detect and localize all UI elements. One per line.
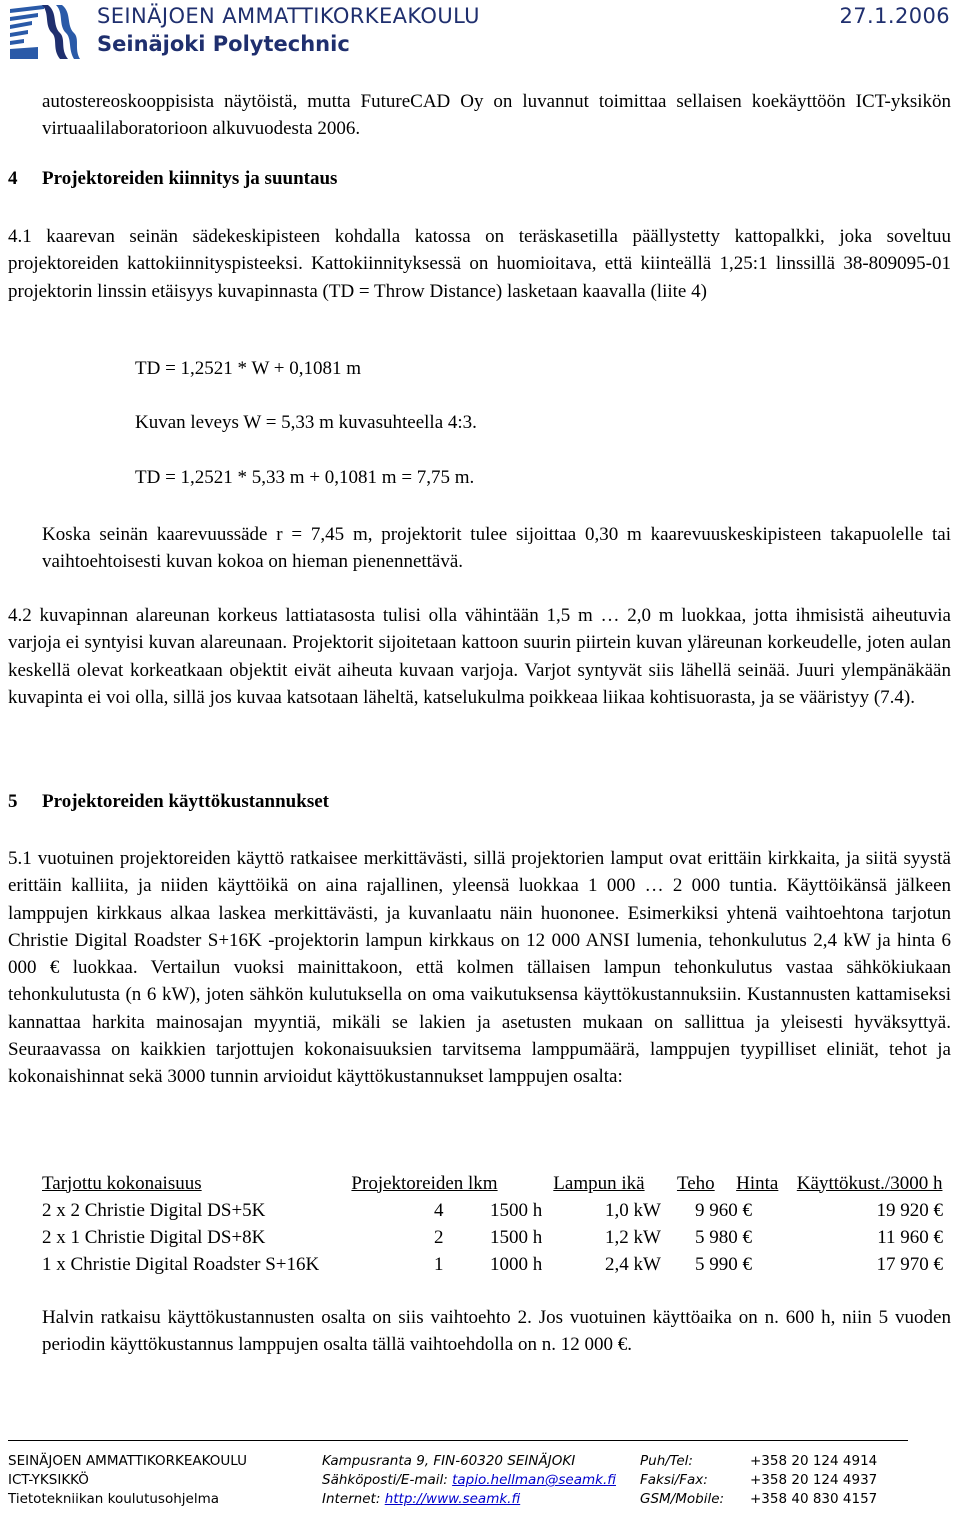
table-cell: 4	[434, 1199, 444, 1221]
table-cell: 17 970 €	[876, 1253, 943, 1275]
website-link[interactable]: http://www.seamk.fi	[384, 1491, 521, 1507]
paragraph-koska: Koska seinän kaarevuussäde r = 7,45 m, projektorit tulee sijoittaa 0,30 m kaarevuuskeskipisteen takapuolelle tai vaihtoehtoisesti kuvan kokoa on hieman pienennettävä.	[42, 524, 951, 573]
column-header: Projektoreiden lkm	[351, 1172, 498, 1194]
table-cell: 2	[434, 1226, 444, 1248]
mobile-label: GSM/Mobile:	[640, 1491, 725, 1507]
table-cell: 5 980 €	[695, 1226, 752, 1248]
table-row	[42, 1224, 943, 1251]
table-cell: 1000 h	[490, 1253, 543, 1275]
table-row	[42, 1197, 943, 1224]
phone-number: +358 20 124 4914	[750, 1453, 878, 1469]
footer-divider	[8, 1440, 908, 1441]
lamp-cost-table	[42, 1170, 960, 1197]
section-heading-5	[8, 791, 329, 813]
column-header: Käyttökust./3000 h	[796, 1172, 943, 1194]
footer-school: SEINÄJOEN AMMATTIKORKEAKOULU	[8, 1453, 247, 1469]
footer-phone-labels	[640, 1452, 724, 1509]
column-header: Lampun ikä	[553, 1172, 645, 1194]
section-number: 5	[8, 791, 18, 812]
table-cell: 5 990 €	[695, 1253, 752, 1275]
header-school-name-en: Seinäjoki Polytechnic	[97, 32, 350, 56]
email-link[interactable]: tapio.hellman@seamk.fi	[452, 1472, 616, 1488]
table-header-row	[42, 1170, 960, 1197]
lamp-cost-table-body	[42, 1197, 943, 1278]
footer-unit: ICT-YKSIKKÖ	[8, 1472, 89, 1488]
column-header: Tarjottu kokonaisuus	[42, 1172, 202, 1194]
paragraph-4-1	[8, 223, 951, 305]
table-row	[42, 1251, 943, 1278]
paragraph-intro: autostereoskooppisista näytöistä, mutta FutureCAD Oy on luvannut toimittaa sellaisen koekäyttöön ICT-yksikön virtuaalilaboratorioon alkuvuodesta 2006.	[42, 91, 951, 140]
school-logo	[8, 3, 82, 61]
table-cell: 1,2 kW	[605, 1226, 661, 1248]
table-cell: 11 960 €	[877, 1226, 943, 1248]
table-cell: 2 x 2 Christie Digital DS+5K	[42, 1199, 266, 1221]
formula-throw-distance: TD = 1,2521 * W + 0,1081 m	[135, 358, 362, 379]
header-school-name: SEINÄJOEN AMMATTIKORKEAKOULU	[97, 4, 480, 28]
table-cell: 1	[434, 1253, 444, 1275]
page-header	[0, 0, 960, 72]
column-header: Hinta	[736, 1172, 779, 1194]
paragraph-4-1-text: 4.1 kaarevan seinän sädekeskipisteen kohdalla katossa on teräskasetilla päällystetty kattopalkki, joka soveltuu projektoreiden kattokiinnityspisteeksi. Kattokiinnityksessä on huomioitava, että kiinteällä 1,25:1 linssillä 38-809095-01 projektorin linssin etäisyys kuvapinnasta (TD = Throw Distance) lasketaan kaavalla (liite 4)	[8, 226, 951, 302]
fax-label: Faksi/Fax:	[640, 1472, 708, 1488]
paragraph-halvin: Halvin ratkaisu käyttökustannusten osalta on siis vaihtoehto 2. Jos vuotuinen käyttöaika on n. 600 h, niin 5 vuoden periodin käyttökustannus lamppujen osalta tällä vaihtoehdolla on n. 12 000 €.	[42, 1307, 951, 1356]
footer-internet-line	[322, 1490, 616, 1509]
phone-label: Puh/Tel:	[640, 1453, 693, 1469]
section-number: 4	[8, 168, 18, 189]
formula-image-width: Kuvan leveys W = 5,33 m kuvasuhteella 4:3.	[135, 412, 477, 433]
internet-label: Internet:	[322, 1491, 385, 1507]
footer-contact-column	[322, 1452, 616, 1509]
formula-result: TD = 1,2521 * 5,33 m + 0,1081 m = 7,75 m.	[135, 467, 475, 488]
section-title: Projektoreiden kiinnitys ja suuntaus	[42, 168, 338, 189]
page-footer	[0, 1440, 960, 1514]
mobile-number: +358 40 830 4157	[750, 1491, 878, 1507]
section-heading-4	[8, 168, 337, 190]
table-cell: 2 x 1 Christie Digital DS+8K	[42, 1226, 266, 1248]
table-cell: 19 920 €	[876, 1199, 943, 1221]
paragraph-4-2: 4.2 kuvapinnan alareunan korkeus lattiatasosta tulisi olla vähintään 1,5 m … 2,0 m luokkaa, jotta ihmisistä aiheutuvia varjoja ei syntyisi kuvan alareunaan. Projektorit sijoitetaan kattoon suurin piirtein kuvan yläreunan korkeudelle, joten aulan keskellä olevat korkeatkaan objektit eivät aiheuta kuvaan varjoja. Varjot syntyvät siis lähellä seinää. Juuri ylempänäkään kuvapinta ei voi olla, sillä jos kuvaa katsotaan läheltä, katselukulma poikkeaa liikaa kohtisuorasta, ja se vääristyy (7.4).	[8, 605, 951, 708]
paragraph-5-1: 5.1 vuotuinen projektoreiden käyttö ratkaisee merkittävästi, sillä projektorien lamput ovat erittäin kirkkaita, ja siitä syystä erittäin kalliita, ja niiden käyttöikä on aina rajallinen, yleensä luokkaa 1 000 … 2 000 tuntia. Käyttöikänsä jälkeen lamppujen kirkkaus alkaa laskea merkittävästi, ja kuvanlaatu näin huononee. Esimerkiksi yhtenä vaihtoehtona tarjotun Christie Digital Roadster S+16K -projektorin lampun kirkkaus on 12 000 ANSI lumenia, tehonkulutus 2,4 kW ja hinta 6 000 € luokkaa. Vertailun vuoksi mainittakoon, että kolmen tällaisen lampun tehonkulutus vastaa sähkökiukaan tehonkulutusta (n 6 kW), joten sähkön kulutuksella on oma vaikutuksensa käyttökustannuksiin. Kustannusten kattamiseksi kannattaa harkita mainosajan myyntiä, mikäli se lakien ja asetusten mukaan on sallittua ja yleisesti hyväksyttyä. Seuraavassa on kaikkien tarjottujen kokonaisuuksien tarvitsema lamppumäärä, lamppujen tyypilliset eliniät, tehot ja kokonaishinnat sekä 3000 tunnin arvioidut käyttökustannukset lamppujen osalta:	[8, 848, 951, 1088]
table-cell: 1500 h	[490, 1226, 543, 1248]
table-cell: 2,4 kW	[605, 1253, 661, 1275]
fax-number: +358 20 124 4937	[750, 1472, 878, 1488]
column-header: Teho	[676, 1172, 715, 1194]
section-title: Projektoreiden käyttökustannukset	[42, 791, 329, 812]
table-cell: 1 x Christie Digital Roadster S+16K	[42, 1253, 320, 1275]
table-cell: 9 960 €	[695, 1199, 752, 1221]
footer-email-line	[322, 1471, 616, 1490]
table-cell: 1,0 kW	[605, 1199, 661, 1221]
footer-program: Tietotekniikan koulutusohjelma	[8, 1491, 220, 1507]
email-label: Sähköposti/E-mail:	[322, 1472, 453, 1488]
table-cell: 1500 h	[490, 1199, 543, 1221]
footer-address: Kampusranta 9, FIN-60320 SEINÄJOKI	[322, 1453, 576, 1469]
header-date: 27.1.2006	[839, 4, 950, 28]
footer-org-column	[8, 1452, 247, 1509]
footer-phone-numbers	[750, 1452, 877, 1509]
